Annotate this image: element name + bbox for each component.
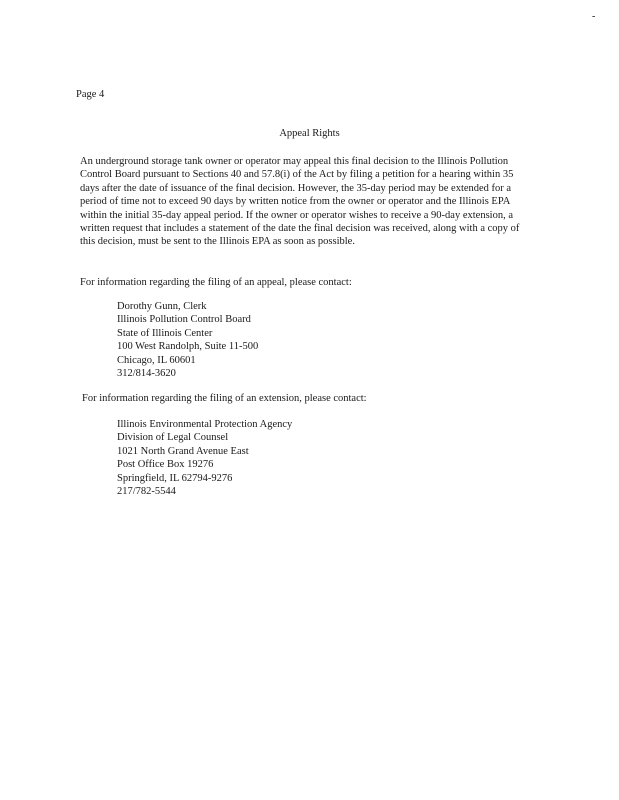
address-line: Division of Legal Counsel	[117, 432, 229, 444]
page-corner-mark: -	[592, 11, 596, 22]
extension-contact-address	[117, 418, 292, 498]
appeal-contact-address	[117, 300, 258, 380]
extension-contact-intro: For information regarding the filing of an extension, please contact:	[82, 393, 367, 404]
appeal-rights-paragraph: An underground storage tank owner or operator may appeal this final decision to the Illinois Pollution Control Board pursuant to Sections 40 and 57.8(i) of the Act by filing a petition for a hearing within 35 days after the date of issuance of the final decision. However, the 35-day period may be extended for a period of time not to exceed 90 days by written notice from the owner or operator and the Illinois EPA within the initial 35-day appeal period. If the owner or operator wishes to receive a 90-day extension, a written request that includes a statement of the date the final decision was received, along with a copy of this decision, must be sent to the Illinois EPA as soon as possible.	[80, 156, 520, 248]
address-line: Chicago, IL 60601	[117, 354, 196, 366]
page-number: Page 4	[76, 89, 105, 100]
address-line: Post Office Box 19276	[117, 459, 214, 471]
address-line: 312/814-3620	[117, 368, 176, 380]
address-line: Illinois Pollution Control Board	[117, 314, 251, 326]
address-line: 217/782-5544	[117, 486, 176, 498]
appeal-contact-intro: For information regarding the filing of an appeal, please contact:	[80, 277, 352, 288]
address-line: Springfield, IL 62794-9276	[117, 472, 233, 484]
address-line: Dorothy Gunn, Clerk	[117, 301, 207, 312]
section-heading: Appeal Rights	[279, 128, 340, 139]
address-line: 100 West Randolph, Suite 11-500	[117, 341, 259, 353]
address-line: State of Illinois Center	[117, 327, 213, 339]
address-line: 1021 North Grand Avenue East	[117, 445, 249, 457]
address-line: Illinois Environmental Protection Agency	[117, 419, 293, 430]
